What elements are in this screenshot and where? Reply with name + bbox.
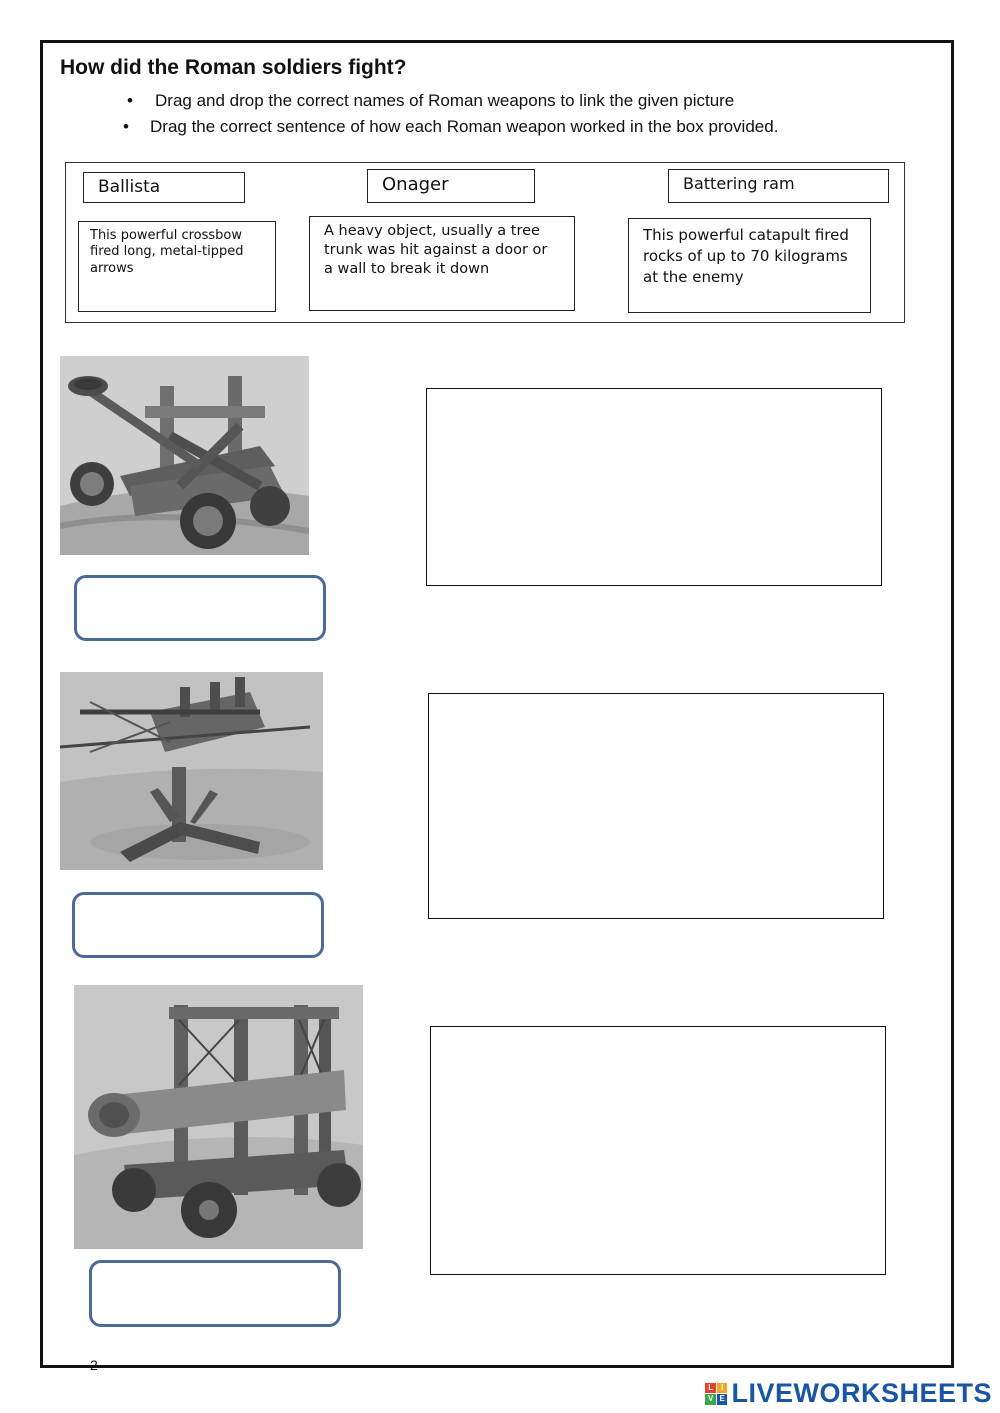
description-drop-zone-3[interactable] [430, 1026, 886, 1275]
battering-ram-picture [74, 985, 363, 1249]
page-number: 2 [90, 1357, 98, 1373]
onager-illustration [60, 356, 309, 555]
name-drop-zone-3[interactable] [89, 1260, 341, 1327]
description-card-heavy-object[interactable]: A heavy object, usually a tree trunk was hit against a door or a wall to break it down [309, 216, 575, 311]
onager-picture [60, 356, 309, 555]
description-drop-zone-2[interactable] [428, 693, 884, 919]
instruction-item [123, 117, 779, 137]
description-card-crossbow[interactable]: This powerful crossbow fired long, metal-tipped arrows [78, 221, 276, 312]
instruction-item [127, 91, 735, 111]
liveworksheets-logo-icon: L I V E [705, 1383, 727, 1405]
instruction-text: Drag the correct sentence of how each Roman weapon worked in the box provided. [150, 117, 779, 136]
name-drop-zone-2[interactable] [72, 892, 324, 958]
bullet-icon: • [127, 91, 133, 110]
brand-name: LIVEWORKSHEETS [731, 1378, 992, 1408]
description-drop-zone-1[interactable] [426, 388, 882, 586]
ballista-illustration [60, 672, 323, 870]
battering-ram-illustration [74, 985, 363, 1249]
description-card-catapult[interactable]: This powerful catapult fired rocks of up to 70 kilograms at the enemy [628, 218, 871, 313]
name-card-battering-ram[interactable]: Battering ram [668, 169, 889, 203]
name-card-onager[interactable]: Onager [367, 169, 535, 203]
ballista-picture [60, 672, 323, 870]
name-drop-zone-1[interactable] [74, 575, 326, 641]
name-card-ballista[interactable]: Ballista [83, 172, 245, 203]
worksheet-title: How did the Roman soldiers fight? [60, 56, 407, 79]
instruction-text: Drag and drop the correct names of Roman weapons to link the given picture [155, 91, 735, 110]
bullet-icon: • [123, 117, 129, 136]
liveworksheets-brand [705, 1378, 992, 1409]
